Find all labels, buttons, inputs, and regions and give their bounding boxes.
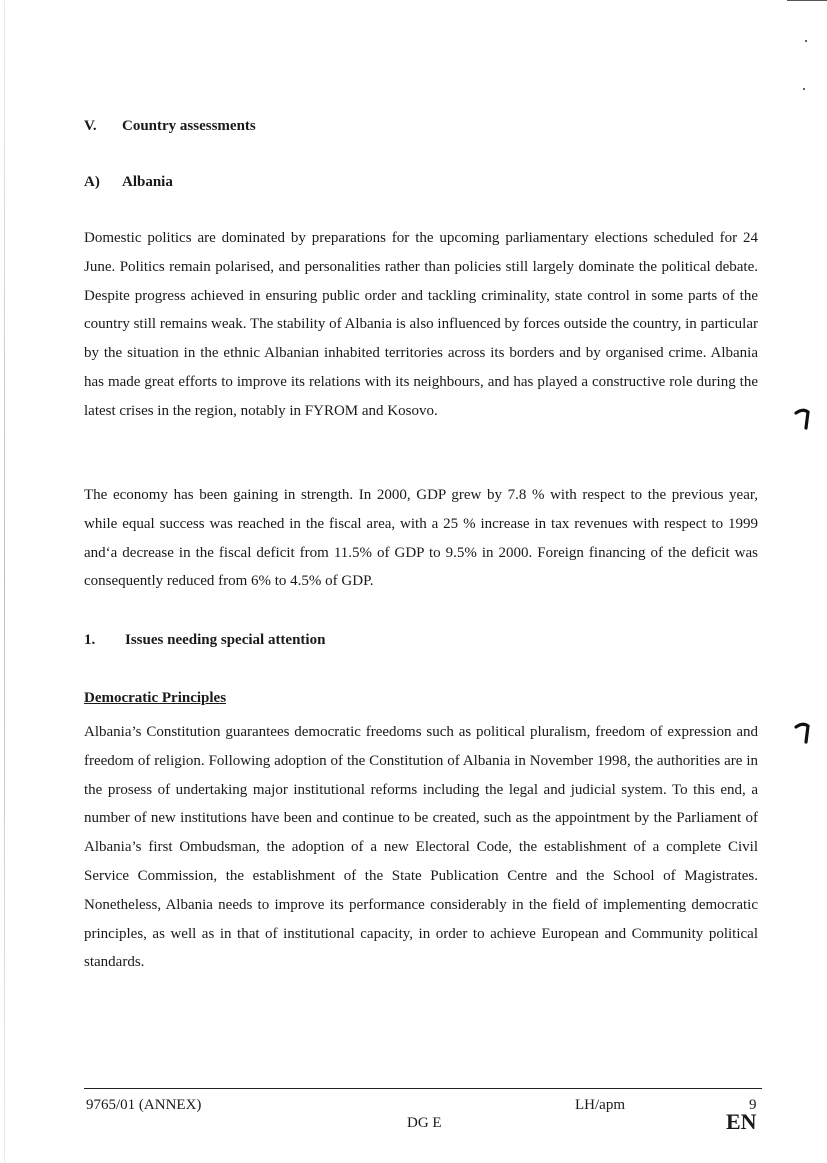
scan-edge bbox=[4, 0, 5, 1163]
politics-paragraph: Domestic politics are dominated by preparations for the upcoming parliamentary elections scheduled for 24 June. Politics remain polarised, and personalities rather than policies still largely dominate the political debate. Despite progress achieved in ensuring public order and tackling criminality, state control in some parts of the country still remains weak. The stability of Albania is also influenced by forces outside the country, in particular by the situation in the ethnic Albanian inhabited territories across its borders and by organised crime. Albania has made great efforts to improve its relations with its neighbours, and has played a constructive role during the latest crises in the region, notably in FYROM and Kosovo. bbox=[84, 230, 758, 419]
footer-language: EN bbox=[726, 1109, 757, 1134]
footer-rule bbox=[84, 1088, 762, 1089]
footer-dg: DG E bbox=[407, 1115, 442, 1131]
footer-page-number: 9 bbox=[749, 1097, 757, 1113]
footer-doc-ref: 9765/01 (ANNEX) bbox=[86, 1097, 202, 1113]
section-heading bbox=[84, 116, 256, 136]
issues-title: Issues needing special attention bbox=[125, 632, 326, 648]
democratic-principles-heading: Democratic Principles bbox=[84, 690, 227, 706]
democratic-principles-paragraph: Albania’s Constitution guarantees democratic freedoms such as political pluralism, freedom of expression and freedom of religion. Following adoption of the Constitution of Albania in November 1998, the authorities are in the prosess of undertaking major institutional reforms including the legal and judicial system. To this end, a number of new institutions have been and continue to be created, such as the appointment by the Parliament of Albania’s first Ombudsman, the adoption of a new Electoral Code, the establishment of a complete Civil Service Commission, the establishment of the State Publication Centre and the School of Magistrates. Nonetheless, Albania needs to improve its performance considerably in the field of implementing democratic principles, as well as in that of institutional capacity, in order to achieve European and Community political standards. bbox=[84, 724, 758, 971]
section-title: Country assessments bbox=[122, 118, 256, 134]
economy-paragraph: The economy has been gaining in strength. In 2000, GDP grew by 7.8 % with respect to the previous year, while equal success was reached in the fiscal area, with a 25 % increase in tax revenues with respect to 1999 and‘a decrease in the fiscal deficit from 11.5% of GDP to 9.5% in 2000. Foreign financing of the deficit was consequently reduced from 6% to 4.5% of GDP. bbox=[84, 487, 758, 590]
footer-initials: LH/apm bbox=[575, 1097, 625, 1113]
section-number: V. bbox=[84, 118, 97, 134]
issues-heading bbox=[84, 630, 325, 650]
margin-bracket-icon bbox=[793, 408, 813, 430]
scan-speck bbox=[805, 40, 807, 42]
subsection-title: Albania bbox=[122, 174, 173, 190]
issues-number: 1. bbox=[84, 632, 96, 648]
scan-speck bbox=[803, 88, 805, 90]
margin-bracket-icon bbox=[793, 722, 813, 744]
subsection-heading bbox=[84, 172, 173, 192]
subsection-number: A) bbox=[84, 174, 100, 190]
scan-mark bbox=[787, 0, 827, 5]
